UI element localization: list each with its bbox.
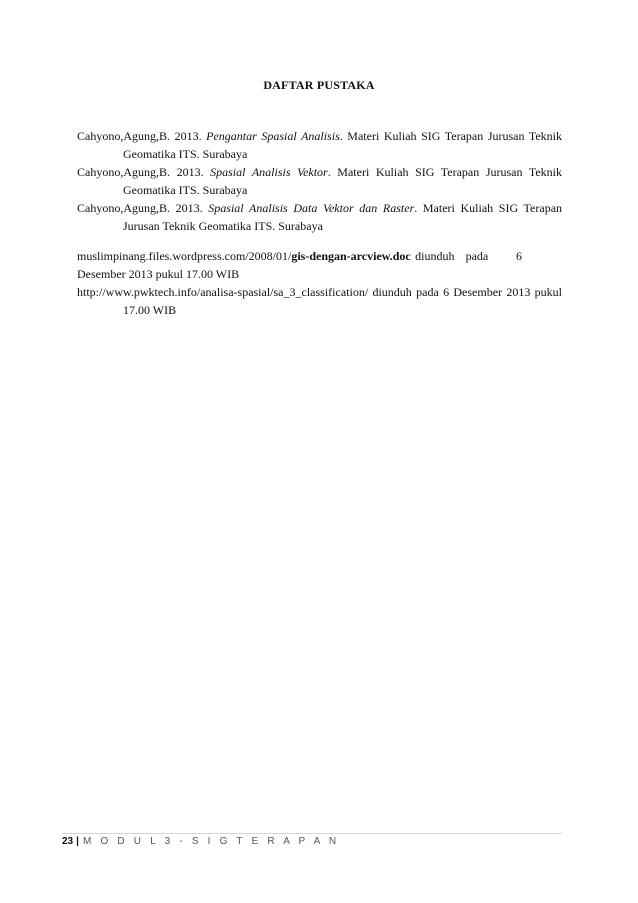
web-reference-url-file: gis-dengan-arcview.doc [291,249,411,263]
web-reference-url-prefix: muslimpinang.files.wordpress.com/2008/01/ [77,249,292,263]
reference-source: . Materi Kuliah SIG Terapan Jurusan Teknik Geomatika ITS. Surabaya [123,201,563,233]
reference-author-year: Cahyono,Agung,B. 2013. [77,201,209,215]
web-reference-entry [77,247,562,283]
reference-author-year: Cahyono,Agung,B. 2013. [77,129,207,143]
web-reference-url: http://www.pwktech.info/analisa-spasial/sa_3_classification/ [77,285,369,299]
web-reference-list [77,247,562,319]
web-reference-first-line: muslimpinang.files.wordpress.com/2008/01/gis-dengan-arcview.doc diunduh pada 6 [77,249,522,263]
reference-entry [77,127,562,163]
page-number: 23 [62,836,74,847]
reference-title: Spasial Analisis Vektor [210,165,328,179]
reference-author-year: Cahyono,Agung,B. 2013. [77,165,211,179]
web-reference-access-date: diunduh pada 6 Desember 2013 pukul 17.00 WIB [123,285,562,317]
reference-title: Pengantar Spasial Analisis [206,129,340,143]
footer-separator: | [76,836,79,847]
reference-entry [77,199,562,235]
page-footer [62,836,339,847]
footer-divider [62,833,562,834]
reference-entry [77,163,562,199]
reference-list [77,127,562,235]
web-reference-url [77,247,411,265]
web-reference-access-date: Desember 2013 pukul 17.00 WIB [77,267,240,281]
module-title: M O D U L 3 - S I G T E R A P A N [82,836,340,847]
reference-source: . Materi Kuliah SIG Terapan Jurusan Teknik Geomatika ITS. Surabaya [123,129,562,161]
reference-title: Spasial Analisis Data Vektor dan Raster [208,201,415,215]
web-reference-entry [77,283,562,319]
page-title: DAFTAR PUSTAKA [263,78,375,92]
reference-source: . Materi Kuliah SIG Terapan Jurusan Teknik Geomatika ITS. Surabaya [123,165,562,197]
